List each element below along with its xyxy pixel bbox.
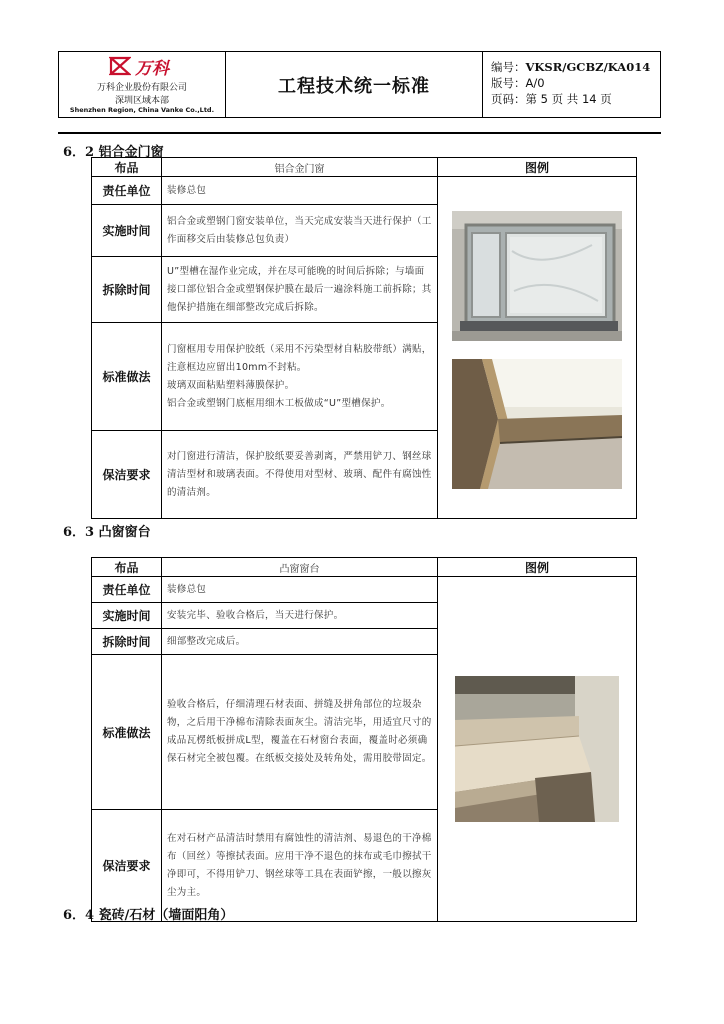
table-bay-window-sill	[91, 557, 637, 922]
row-text: 验收合格后，仔细清理石材表面、拼缝及拼角部位的垃圾杂物，之后用干净棉布清除表面灰尘。清洁完毕，用适宜尺寸的成品瓦楞纸板拼成L型，覆盖在石材窗台表面，覆盖时必须确保石材完全被包覆。在纸板交接处及转角处，需用胶带固定。	[162, 655, 438, 810]
row-label: 保洁要求	[92, 810, 162, 922]
row-label: 拆除时间	[92, 257, 162, 323]
row-text: U”型槽在湿作业完成，并在尽可能晚的时间后拆除；与墙面接口部位铝合金或塑钢保护膜在最后一遍涂料施工前拆除；其他保护措施在细部整改完成后拆除。	[162, 257, 438, 323]
section-heading-6-4: 6．4 瓷砖/石材（墙面阳角）	[63, 908, 234, 923]
row-label: 保洁要求	[92, 431, 162, 519]
company-logo-block	[59, 52, 226, 117]
row-label: 标准做法	[92, 323, 162, 431]
row-label: 责任单位	[92, 177, 162, 205]
col-header-name: 铝合金门窗	[162, 158, 438, 177]
document-meta	[483, 52, 660, 117]
row-text: 对门窗进行清洁，保护胶纸要妥善剥离，严禁用铲刀、钢丝球清洁型材和玻璃表面。不得使用对型材、玻璃、配件有腐蚀性的清洁剂。	[162, 431, 438, 519]
col-header-name: 凸窗窗台	[162, 558, 438, 577]
figure-cell	[438, 577, 637, 922]
vanke-logo-icon	[109, 56, 131, 76]
row-label: 标准做法	[92, 655, 162, 810]
row-text: 在对石材产品清洁时禁用有腐蚀性的清洁剂、易退色的干净棉布（回丝）等擦拭表面。应用干净不退色的抹布或毛巾擦拭干净即可，不得用铲刀、钢丝球等工具在表面铲擦，一般以擦灰尘为主。	[162, 810, 438, 922]
section-heading-6-2: 6．2 铝合金门窗	[63, 145, 164, 160]
company-english-name: Shenzhen Region, China Vanke Co.,Ltd.	[69, 106, 215, 114]
row-text: 安装完毕、验收合格后，当天进行保护。	[162, 603, 438, 629]
page-number: 页码：第 5 页 共 14 页	[491, 92, 612, 106]
row-label: 责任单位	[92, 577, 162, 603]
company-division: 深圳区域本部	[114, 96, 169, 106]
table-aluminum-windows	[91, 157, 637, 519]
logo-brand-text: 万科	[135, 59, 169, 79]
row-text: 门窗框用专用保护胶纸（采用不污染型材自粘胶带纸）满贴，注意框边应留出10mm不封粘。 玻璃双面粘贴塑料薄膜保护。 铝合金或塑钢门底框用细木工板做成“U”型槽保护。	[162, 323, 438, 431]
row-label: 实施时间	[92, 205, 162, 257]
row-text: 细部整改完成后。	[162, 629, 438, 655]
row-label: 实施时间	[92, 603, 162, 629]
photo-bay-window-sill-covered	[455, 676, 619, 822]
company-name: 万科企业股份有限公司	[96, 83, 187, 93]
photo-protected-window	[452, 211, 622, 341]
row-label: 拆除时间	[92, 629, 162, 655]
col-header-item: 布品	[92, 158, 162, 177]
row-text: 装修总包	[162, 577, 438, 603]
figure-cell	[438, 177, 637, 519]
col-header-figure: 图例	[438, 158, 637, 177]
row-text: 铝合金或塑钢门窗安装单位，当天完成安装当天进行保护（工作面移交后由装修总包负责）	[162, 205, 438, 257]
photo-window-u-channel	[452, 359, 622, 489]
document-header	[58, 51, 661, 118]
document-code: 编号：VKSR/GCBZ/KA014	[491, 60, 651, 74]
section-heading-6-3: 6．3 凸窗窗台	[63, 525, 151, 540]
col-header-figure: 图例	[438, 558, 637, 577]
document-version: 版号：A/0	[491, 76, 545, 90]
row-text: 装修总包	[162, 177, 438, 205]
document-title: 工程技术统一标准	[226, 52, 483, 117]
header-rule	[58, 132, 661, 134]
col-header-item: 布品	[92, 558, 162, 577]
